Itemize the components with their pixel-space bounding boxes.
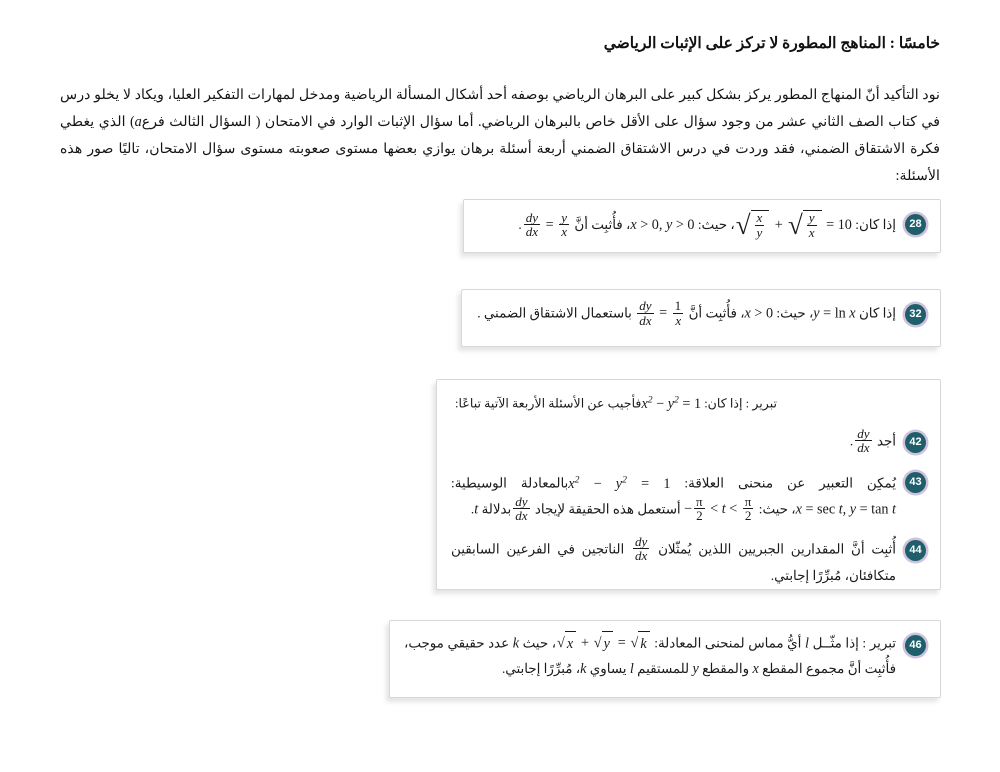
question-number-badge: 44 — [905, 540, 926, 561]
question-number-badge: 43 — [905, 472, 926, 493]
question-text — [451, 468, 896, 524]
q46-text-mid6: يساوي — [589, 661, 627, 676]
q46-text-mid2: ، حيث — [522, 635, 557, 651]
q43-text-line2-end: بدلالة — [481, 500, 512, 516]
question-row — [451, 468, 926, 524]
q46-math-2: √ x + √ y = √ k — [556, 635, 651, 651]
q42-text-end: . — [849, 433, 854, 449]
q28-math-3: $\frac{dy}{dx}$ = $\frac{y}{x}$ — [525, 209, 568, 240]
q43-text-mid: بالمعادلة الوسيطية: — [451, 475, 569, 491]
q32-text-mid2: ، فأُثبِت أنَّ — [688, 305, 745, 321]
question-box-46 — [389, 620, 941, 698]
q32-text-mid: ، حيث: — [776, 305, 814, 321]
q46-text-mid4: والمقطع — [702, 661, 750, 676]
question-row — [478, 210, 926, 241]
q32-text-end: باستعمال الاشتقاق الضمني . — [477, 305, 632, 321]
box42-header-start: تبرير : إذا كان: — [704, 396, 778, 411]
question-text — [476, 300, 896, 328]
q42-text-start: أجد — [876, 433, 896, 449]
q46-math-4: x — [752, 661, 759, 677]
q44-text-end: الناتجين في الفرعين السابقين متكافئان، مُبرِّرًا إجابتي. — [451, 541, 896, 583]
q46-math-6: l — [629, 661, 634, 677]
question-number-badge: 28 — [905, 214, 926, 235]
box-header — [451, 390, 926, 414]
box42-header-end: فأجيب عن الأسئلة الأربعة الآتية تباعًا: — [455, 396, 642, 411]
q32-math-3: $\frac{dy}{dx}$ = $\frac{1}{x}$ — [639, 298, 682, 328]
q46-text-mid5: للمستقيم — [637, 661, 690, 676]
q43-math-1: $x^2 - y^2 = 1$ — [568, 473, 671, 492]
intro-line-2c: ) الذي يغطي فكرة الاشتقاق — [60, 114, 941, 157]
box42-header-math: $x^2 - y^2 = 1$ — [641, 394, 702, 412]
q28-math-1: √ $\frac{x}{y}$ + √ $\frac{y}{x}$ = 10 — [735, 210, 852, 241]
q32-math-2: x > 0 — [744, 305, 774, 322]
question-number-badge: 32 — [905, 304, 926, 325]
q28-text-mid: ، حيث: — [697, 216, 735, 232]
question-number-badge: 42 — [905, 432, 926, 453]
q32-math-1: y = ln x — [813, 305, 856, 322]
question-text — [478, 210, 896, 241]
q46-text-mid3: عدد حقيقي موجب، فأُثبِت أنَّ مجموع المقطع — [404, 635, 896, 676]
question-box-28 — [463, 199, 941, 253]
q46-text-mid: أيُّ مماس لمنحنى المعادلة: — [654, 635, 802, 651]
q44-text-start: أُثبِت أنَّ المقدارين الجبريين اللذين يُمثّلان — [658, 541, 896, 557]
intro-paragraph — [60, 82, 940, 190]
q46-math-7: k — [580, 661, 587, 677]
q28-math-2: x > 0, y > 0 — [630, 216, 695, 233]
question-row — [451, 533, 926, 588]
q28-text-start: إذا كان: — [855, 216, 896, 232]
q43-math-5: t — [474, 500, 479, 517]
question-box-32 — [461, 289, 941, 347]
q43-math-4: $\frac{dy}{dx}$ — [515, 493, 528, 524]
q46-text-end: ، مُبرِّرًا إجابتي. — [501, 661, 581, 676]
question-row — [476, 300, 926, 328]
q46-math-5: y — [692, 661, 699, 677]
q43-math-2: x = sec t, y = tan t — [795, 500, 896, 517]
intro-line-1: نود التأكيد أنّ المنهاج المطور يركز بشكل كبير على البرهان الرياضي بوصفه أحد أشكال المسألة الرياضية ومدخل لمهارات التفكير العليا، ويكاد لا يخلو درس في كتاب — [60, 87, 940, 130]
question-row — [451, 425, 926, 456]
question-row — [404, 631, 926, 681]
q43-math-3: − $\frac{\pi}{2}$ < t < $\frac{\pi}{2}$ — [684, 493, 752, 524]
q43-text-end: . — [470, 500, 475, 516]
intro-line-2a: الصف الثاني عشر من وجود سؤال على الأقل خاص بالبرهان الرياضي. أما سؤال الإثبات الوارد في الامتحان ( السؤال الثالث فرع — [141, 114, 884, 130]
page-title: خامسًا : المناهج المطورة لا تركز على الإثبات الرياضي — [603, 35, 940, 52]
q46-math-1: l — [805, 635, 809, 652]
q28-text-mid2: ، فأُثبِت أنَّ — [574, 216, 631, 232]
question-text — [404, 631, 896, 681]
q43-text-mid2: ، حيث: — [758, 500, 796, 516]
q28-text-end: . — [518, 216, 522, 232]
q46-text-start: تبرير : إذا مثّــل — [812, 635, 897, 651]
intro-line-3: الضمني، فقد وردت في درس الاشتقاق الضمني أربعة أسئلة برهان يوازي بعضها مستوى صعوبته مستوى سؤال الامتحان، تاليًا صور هذه الأسئلة: — [60, 141, 940, 184]
q44-math-1: $\frac{dy}{dx}$ — [634, 533, 648, 564]
q43-text-line2-start: أستعمل هذه الحقيقة لإيجاد — [534, 500, 681, 516]
question-text — [451, 425, 896, 456]
q42-math-1: $\frac{dy}{dx}$ — [857, 425, 870, 456]
question-box-42-44 — [436, 379, 941, 590]
q46-math-3: k — [512, 635, 520, 652]
q43-text-start: يُمكِن التعبير عن منحنى العلاقة: — [684, 475, 896, 491]
intro-branch-letter: a — [134, 114, 142, 130]
question-text — [451, 533, 896, 588]
q32-text-start: إذا كان — [858, 305, 896, 321]
question-number-badge: 46 — [905, 635, 926, 656]
